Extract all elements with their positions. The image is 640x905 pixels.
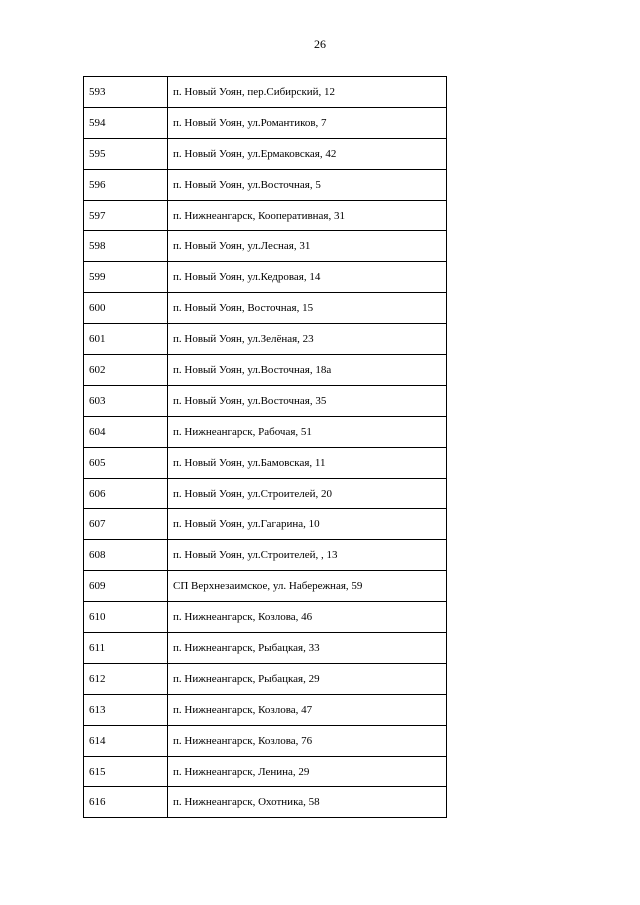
table-row [84,416,447,447]
address-cell: п. Новый Уоян, ул.Ермаковская, 42 [168,138,447,169]
table-row [84,694,447,725]
row-number-cell: 612 [84,663,168,694]
address-cell: п. Новый Уоян, ул.Бамовская, 11 [168,447,447,478]
address-cell: п. Нижнеангарск, Рыбацкая, 29 [168,663,447,694]
row-number-cell: 606 [84,478,168,509]
table-row [84,509,447,540]
table-row [84,169,447,200]
row-number-cell: 607 [84,509,168,540]
row-number-cell: 613 [84,694,168,725]
row-number-cell: 614 [84,725,168,756]
table-row [84,138,447,169]
table-row [84,107,447,138]
row-number-cell: 602 [84,355,168,386]
address-cell: п. Новый Уоян, ул.Зелёная, 23 [168,324,447,355]
row-number-cell: 600 [84,293,168,324]
row-number-cell: 615 [84,756,168,787]
table-row [84,725,447,756]
address-cell: п. Нижнеангарск, Козлова, 47 [168,694,447,725]
address-cell: п. Новый Уоян, ул.Гагарина, 10 [168,509,447,540]
row-number-cell: 595 [84,138,168,169]
address-cell: п. Новый Уоян, ул.Восточная, 5 [168,169,447,200]
address-cell: п. Новый Уоян, пер.Сибирский, 12 [168,77,447,108]
row-number-cell: 605 [84,447,168,478]
address-cell: СП Верхнезаимское, ул. Набережная, 59 [168,571,447,602]
address-cell: п. Нижнеангарск, Козлова, 76 [168,725,447,756]
address-cell: п. Новый Уоян, Восточная, 15 [168,293,447,324]
address-cell: п. Нижнеангарск, Козлова, 46 [168,602,447,633]
address-cell: п. Новый Уоян, ул.Восточная, 18а [168,355,447,386]
row-number-cell: 616 [84,787,168,818]
row-number-cell: 597 [84,200,168,231]
address-cell: п. Новый Уоян, ул.Кедровая, 14 [168,262,447,293]
table-row [84,787,447,818]
table-row [84,540,447,571]
address-cell: п. Новый Уоян, ул.Строителей, , 13 [168,540,447,571]
row-number-cell: 601 [84,324,168,355]
page-number: 26 [314,37,326,51]
row-number-cell: 611 [84,633,168,664]
address-cell: п. Нижнеангарск, Рыбацкая, 33 [168,633,447,664]
table-row [84,478,447,509]
row-number-cell: 609 [84,571,168,602]
row-number-cell: 598 [84,231,168,262]
table-row [84,324,447,355]
address-cell: п. Новый Уоян, ул.Лесная, 31 [168,231,447,262]
table-row [84,77,447,108]
address-table [83,76,447,818]
address-cell: п. Нижнеангарск, Ленина, 29 [168,756,447,787]
row-number-cell: 603 [84,385,168,416]
row-number-cell: 604 [84,416,168,447]
table-row [84,355,447,386]
table-row [84,663,447,694]
address-cell: п. Нижнеангарск, Рабочая, 51 [168,416,447,447]
address-cell: п. Нижнеангарск, Охотника, 58 [168,787,447,818]
row-number-cell: 599 [84,262,168,293]
address-cell: п. Новый Уоян, ул.Строителей, 20 [168,478,447,509]
table-row [84,262,447,293]
table-row [84,602,447,633]
address-cell: п. Новый Уоян, ул.Романтиков, 7 [168,107,447,138]
row-number-cell: 593 [84,77,168,108]
row-number-cell: 596 [84,169,168,200]
row-number-cell: 608 [84,540,168,571]
table-row [84,571,447,602]
row-number-cell: 594 [84,107,168,138]
row-number-cell: 610 [84,602,168,633]
table-row [84,447,447,478]
table-body [84,77,447,818]
address-cell: п. Новый Уоян, ул.Восточная, 35 [168,385,447,416]
table-row [84,633,447,664]
address-cell: п. Нижнеангарск, Кооперативная, 31 [168,200,447,231]
table-row [84,231,447,262]
table-row [84,200,447,231]
table-row [84,385,447,416]
table-row [84,293,447,324]
table-row [84,756,447,787]
